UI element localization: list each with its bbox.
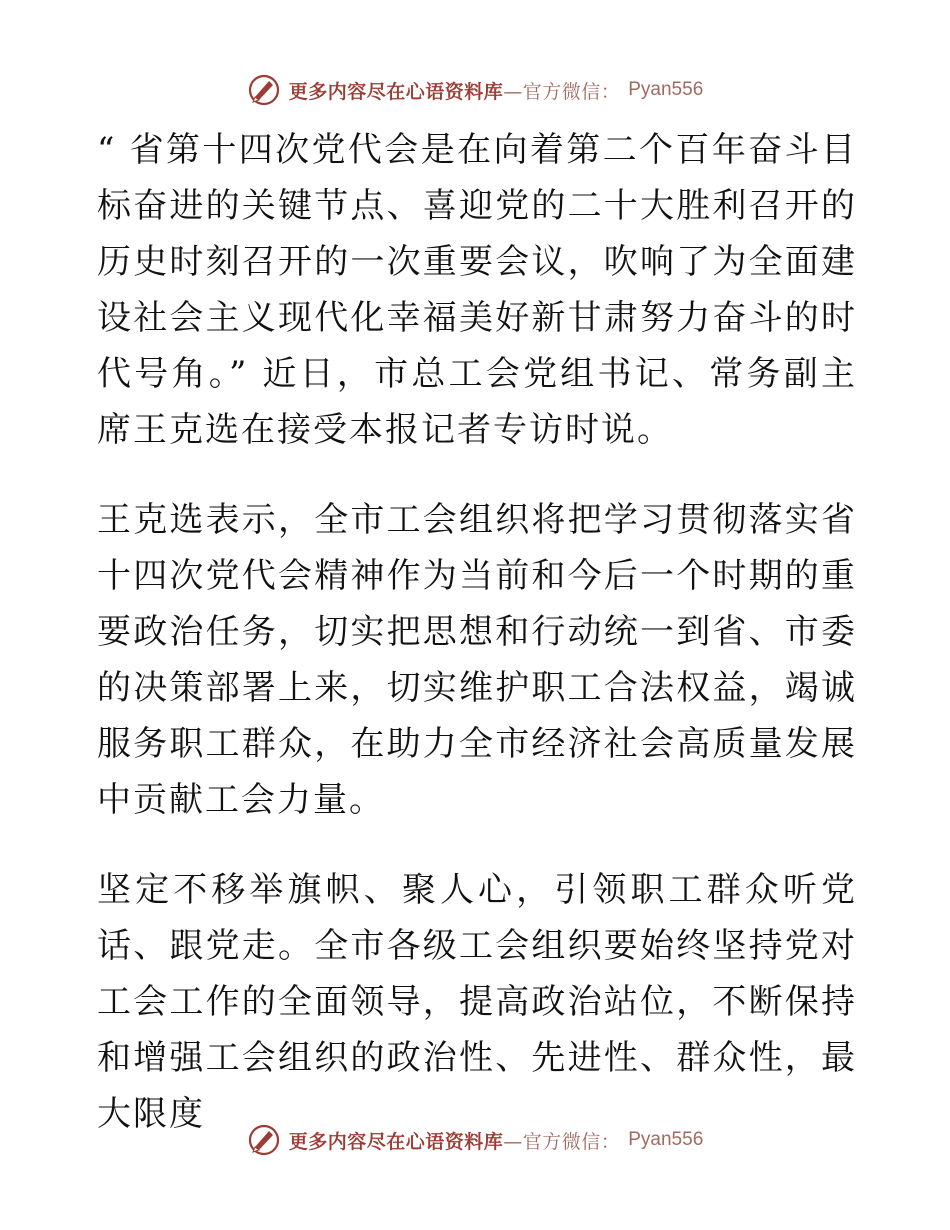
paragraph-3: 坚定不移举旗帜、聚人心，引领职工群众听党话、跟党走。全市各级工会组织要始终坚持党对工会工作的全面领导，提高政治站位，不断保持和增强工会组织的政治性、先进性、群众性，最大限度 (97, 870, 857, 1134)
watermark-label: 官方微信： (522, 80, 621, 103)
footer-watermark (0, 1120, 950, 1160)
watermark-dash: — (503, 1130, 523, 1153)
watermark-label: 官方微信： (522, 1130, 621, 1153)
watermark-brand: 更多内容尽在心语资料库 (288, 80, 504, 103)
watermark-text (289, 1127, 621, 1154)
paragraph-2: 王克选表示，全市工会组织将把学习贯彻落实省十四次党代会精神作为当前和今后一个时期的重要政治任务，切实把思想和行动统一到省、市委的决策部署上来，切实维护职工合法权益，竭诚服务职工群众，在助力全市经济社会高质量发展中贡献工会力量。 (97, 500, 857, 820)
paragraph-1: “ 省第十四次党代会是在向着第二个百年奋斗目标奋进的关键节点、喜迎党的二十大胜利召开的历史时刻召开的一次重要会议，吹响了为全面建设社会主义现代化幸福美好新甘肃努力奋斗的时代号角。” 近日，市总工会党组书记、常务副主席王克选在接受本报记者专访时说。 (97, 130, 857, 450)
article-body (97, 122, 857, 1142)
pen-logo-icon (247, 73, 281, 107)
watermark-wechat-id: Pyan556 (628, 79, 704, 100)
pen-logo-icon (247, 1123, 281, 1157)
header-watermark (0, 70, 950, 110)
watermark-brand: 更多内容尽在心语资料库 (288, 1130, 504, 1153)
watermark-text (289, 77, 621, 104)
watermark-dash: — (503, 80, 523, 103)
watermark-wechat-id: Pyan556 (628, 1129, 704, 1150)
